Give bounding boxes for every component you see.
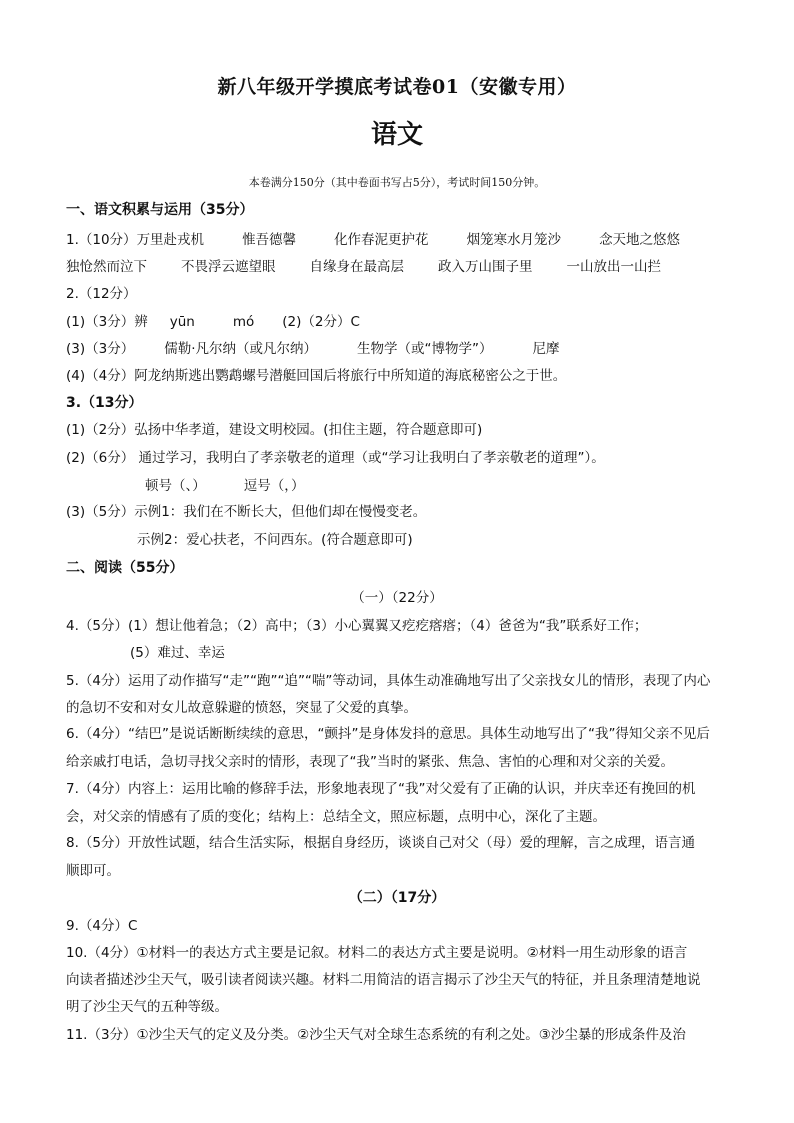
q10-line-3: 明了沙尘天气的五种等级。 bbox=[66, 999, 228, 1015]
q7-line-1: 7.（4分）内容上：运用比喻的修辞手法，形象地表现了“我”对父爱有了正确的认识，并庆幸还有挽回的机 bbox=[66, 781, 696, 797]
q1-item: 惟吾德馨 bbox=[242, 232, 297, 248]
q2-p1-answer-c: mó bbox=[232, 314, 255, 330]
q10-line-2: 向读者描述沙尘天气，吸引读者阅读兴趣。材料二用简洁的语言揭示了沙尘天气的特征，并且条理清楚地说 bbox=[66, 972, 701, 988]
q2-p1-answer-b: yūn bbox=[169, 314, 195, 330]
q1-item: 不畏浮云遮望眼 bbox=[181, 259, 276, 275]
q5-line-1: 5.（4分）运用了动作描写“走”“跑”“追”“喘”等动词，具体生动准确地写出了父亲找女儿的情形，表现了内心 bbox=[66, 673, 711, 689]
q1-item: 化作春泥更护花 bbox=[334, 232, 429, 248]
q6-line-2: 给亲戚打电话，急切寻找父亲时的情形，表现了“我”当时的紧张、焦急、害怕的心理和对父亲的关爱。 bbox=[66, 754, 674, 770]
q2-part-4: (4)（4分）阿龙纳斯逃出鹦鹉螺号潜艇回国后将旅行中所知道的海底秘密公之于世。 bbox=[66, 368, 567, 384]
q3-part-3: (3)（5分）示例1：我们在不断长大，但他们却在慢慢变老。 bbox=[66, 504, 427, 520]
q2-p3-label: (3)（3分） bbox=[66, 341, 135, 357]
q10-line-1: 10.（4分）①材料一的表达方式主要是记叙。材料二的表达方式主要是说明。②材料一用生动形象的语言 bbox=[66, 945, 688, 961]
q1-item: 一山放出一山拦 bbox=[566, 259, 661, 275]
q2-part-1-2 bbox=[66, 313, 360, 331]
q1-item: 自缘身在最高层 bbox=[309, 259, 404, 275]
reading-part-2-heading: （二）（17分） bbox=[348, 890, 446, 906]
q1-item: 念天地之悠悠 bbox=[599, 232, 681, 248]
q2-p1-label: (1)（3分） bbox=[66, 314, 135, 330]
q1-label: 1.（10分） bbox=[66, 232, 137, 248]
q1-item: 万里赴戎机 bbox=[136, 232, 205, 248]
q1-item: 政入万山围子里 bbox=[438, 259, 533, 275]
q11-line-1: 11.（3分）①沙尘天气的定义及分类。②沙尘天气对全球生态系统的有利之处。③沙尘暴的形成条件及治 bbox=[66, 1027, 686, 1043]
q1-item: 独怆然而泣下 bbox=[66, 259, 147, 275]
q6-line-1: 6.（4分）“结巴”是说话断断续续的意思，“颤抖”是身体发抖的意思。具体生动地写出了“我”得知父亲不见后 bbox=[66, 726, 710, 742]
q3-label: 3.（13分） bbox=[66, 395, 143, 411]
subject-title: 语文 bbox=[370, 120, 423, 150]
q2-p2-answer: C bbox=[350, 314, 360, 330]
q3-p2-answer-a: 顿号（、） bbox=[145, 478, 206, 494]
q5-line-2: 的急切不安和对女儿故意躲避的愤怒，突显了父爱的真挚。 bbox=[66, 700, 417, 716]
section-heading-1: 一、语文积累与运用（35分） bbox=[66, 202, 254, 218]
q2-label: 2.（12分） bbox=[66, 286, 137, 302]
q2-part-3 bbox=[66, 340, 560, 358]
q2-p3-answer-b: 生物学（或“博物学”） bbox=[357, 341, 493, 357]
q1-line-2 bbox=[66, 258, 661, 276]
q3-part-2: (2)（6分） 通过学习，我明白了孝亲敬老的道理（或“学习让我明白了孝亲敬老的道理”）。 bbox=[66, 450, 605, 466]
q1-item: 烟笼寒水月笼沙 bbox=[466, 232, 562, 248]
q1-line-1 bbox=[66, 231, 680, 249]
q2-p3-answer-a: 儒勒·凡尔纳（或凡尔纳） bbox=[164, 341, 318, 357]
q8-line-1: 8.（5分）开放性试题，结合生活实际，根据自身经历，谈谈自己对父（母）爱的理解，言之成理，语言通 bbox=[66, 835, 695, 851]
q3-p2-answer-b: 逗号（，） bbox=[243, 478, 305, 494]
reading-part-1-heading: （一）（22分） bbox=[351, 590, 443, 606]
q8-line-2: 顺即可。 bbox=[66, 863, 120, 879]
q2-p3-answer-c: 尼摩 bbox=[532, 341, 560, 357]
q4-line-2: (5）难过、幸运 bbox=[130, 645, 225, 661]
q2-p2-label: (2)（2分） bbox=[282, 314, 351, 330]
q7-line-2: 会，对父亲的情感有了质的变化；结构上：总结全文，照应标题，点明中心，深化了主题。 bbox=[66, 809, 606, 825]
q3-part-2-punctuation bbox=[145, 477, 305, 495]
q9: 9.（4分）C bbox=[66, 918, 138, 934]
exam-note: 本卷满分150分（其中卷面书写占5分），考试时间150分钟。 bbox=[248, 176, 546, 189]
section-heading-2: 二、阅读（55分） bbox=[66, 560, 184, 576]
q3-part-3-example-2: 示例2：爱心扶老，不问西东。(符合题意即可) bbox=[137, 532, 413, 548]
q3-part-1: (1)（2分）弘扬中华孝道，建设文明校园。(扣住主题，符合题意即可) bbox=[66, 422, 483, 438]
q4-line-1: 4.（5分）(1）想让他着急；（2）高中；（3）小心翼翼又疙疙瘩瘩；（4）爸爸为“我”联系好工作； bbox=[66, 618, 648, 634]
q2-p1-answer-a: 辨 bbox=[134, 314, 148, 330]
page-title: 新八年级开学摸底考试卷01（安徽专用） bbox=[217, 76, 577, 98]
